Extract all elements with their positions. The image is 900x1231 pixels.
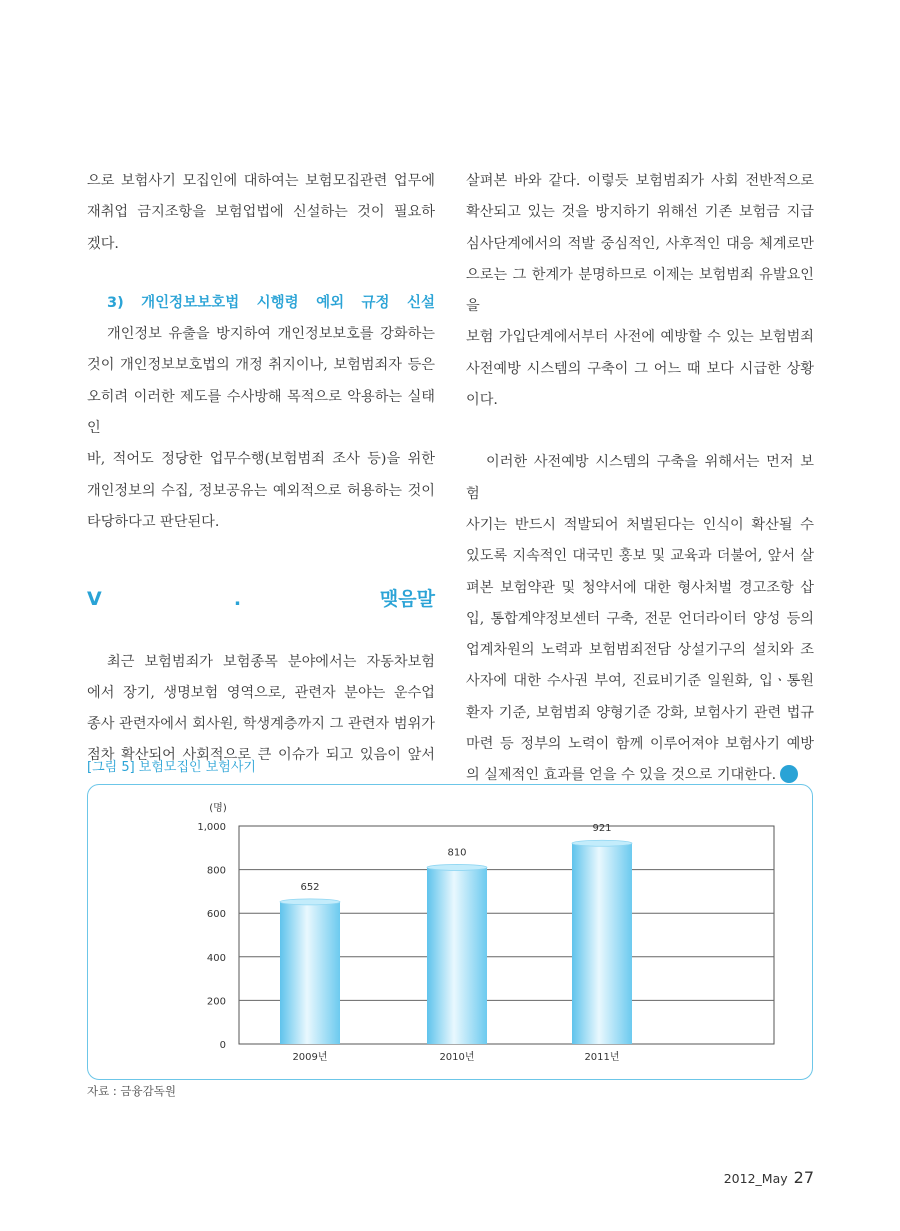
conclusion-heading: Ⅴ. 맺음말 [87, 588, 435, 611]
bar-value-label: 652 [300, 881, 320, 893]
body-line: 이러한 사전예방 시스템의 구축을 위해서는 먼저 보험 [466, 454, 814, 502]
body-line: 타당하다고 판단된다. [87, 513, 220, 530]
x-category-label: 2010년 [439, 1052, 475, 1063]
body-line: 오히려 이러한 제도를 수사방해 목적으로 악용하는 실태인 [87, 388, 435, 437]
body-line: 입, 통합계약정보센터 구축, 전문 언더라이터 양성 등의 [466, 610, 814, 627]
body-line: 바, 적어도 정당한 업무수행(보험범죄 조사 등)을 위한 [87, 451, 435, 468]
body-line: 개인정보의 수집, 정보공유는 예외적으로 허용하는 것이 [87, 482, 435, 499]
body-line: 종사 관련자에서 회사원, 학생계층까지 그 관련자 범위가 [87, 716, 435, 733]
x-category-label: 2009년 [292, 1052, 328, 1063]
body-line: 확산되고 있는 것을 방지하기 위해선 기존 보험금 지급 [466, 204, 814, 221]
body-line: 으로 보험사기 모집인에 대하여는 보험모집관련 업무에 [87, 173, 435, 189]
y-tick-label: 1,000 [197, 822, 226, 833]
issue-label: 2012_May [723, 1171, 788, 1186]
page-number: 27 [793, 1168, 814, 1187]
body-line: 환자 기준, 보험범죄 양형기준 강화, 보험사기 관련 법규 [466, 704, 814, 721]
body-line: 점차 확산되어 사회적으로 큰 이슈가 되고 있음이 앞서 [87, 747, 435, 764]
body-line: 겠다. [87, 235, 119, 252]
body-line: 에서 장기, 생명보험 영역으로, 관련자 분야는 운수업 [87, 684, 435, 701]
body-line: 있도록 지속적인 대국민 홍보 및 교육과 더불어, 앞서 살 [466, 548, 814, 565]
figure-caption: [그림 5] 보험모집인 보험사기 [87, 760, 256, 775]
body-line: 마련 등 정부의 노력이 함께 이루어져야 보험사기 예방 [466, 736, 814, 753]
body-line: 것이 개인정보보호법의 개정 취지이나, 보험범죄자 등은 [87, 357, 435, 374]
bar [280, 902, 340, 1044]
body-line: 이다. [466, 392, 498, 409]
section-heading-3: 3) 개인정보보호법 시행령 예외 규정 신설 [107, 294, 435, 311]
body-line: 살펴본 바와 같다. 이렇듯 보험범죄가 사회 전반적으로 [466, 173, 814, 189]
body-line: 사자에 대한 수사권 부여, 진료비기준 일원화, 입ㆍ통원 [466, 673, 814, 690]
x-category-label: 2011년 [584, 1052, 620, 1063]
body-line: 사전예방 시스템의 구축이 그 어느 때 보다 시급한 상황 [466, 360, 814, 377]
body-line: 업계차원의 노력과 보험범죄전담 상설기구의 설치와 조 [466, 642, 814, 659]
bar-top [427, 864, 487, 870]
figure-source: 자료 : 금융감독원 [87, 1084, 176, 1098]
body-line: 재취업 금지조항을 보험업법에 신설하는 것이 필요하 [87, 204, 435, 221]
body-line: 심사단계에서의 적발 중심적인, 사후적인 대응 체계로만 [466, 235, 814, 252]
body-line: 보험 가입단계에서부터 사전에 예방할 수 있는 보험범죄 [466, 329, 814, 346]
y-tick-label: 0 [219, 1040, 226, 1051]
bar-value-label: 810 [447, 847, 467, 859]
bar-chart [88, 785, 814, 1081]
body-line-text: 의 실제적인 효과를 얻을 수 있을 것으로 기대한다. [466, 767, 777, 784]
left-column [87, 166, 435, 772]
figure-box [87, 784, 813, 1080]
y-tick-label: 800 [206, 865, 226, 877]
bar [572, 843, 632, 1044]
y-tick-label: 600 [206, 909, 226, 921]
body-line: 사기는 반드시 적발되어 처벌된다는 인식이 확산될 수 [466, 516, 814, 533]
bar-top [280, 899, 340, 905]
body-line: 펴본 보험약관 및 청약서에 대한 형사처벌 경고조항 삽 [466, 579, 814, 596]
right-column [466, 166, 814, 792]
bar-top [572, 840, 632, 846]
body-line: 으로는 그 한계가 분명하므로 이제는 보험범죄 유발요인을 [466, 266, 814, 315]
body-line: 개인정보 유출을 방지하여 개인정보보호를 강화하는 [107, 326, 435, 343]
y-tick-label: 400 [206, 952, 226, 964]
body-line: 최근 보험범죄가 보험종목 분야에서는 자동차보험 [107, 653, 435, 670]
bar [427, 867, 487, 1044]
page-footer [724, 1168, 814, 1187]
bar-value-label: 921 [592, 823, 612, 835]
y-axis-unit-label: (명) [209, 803, 227, 814]
end-mark-icon [780, 765, 798, 783]
y-tick-label: 200 [206, 996, 226, 1008]
